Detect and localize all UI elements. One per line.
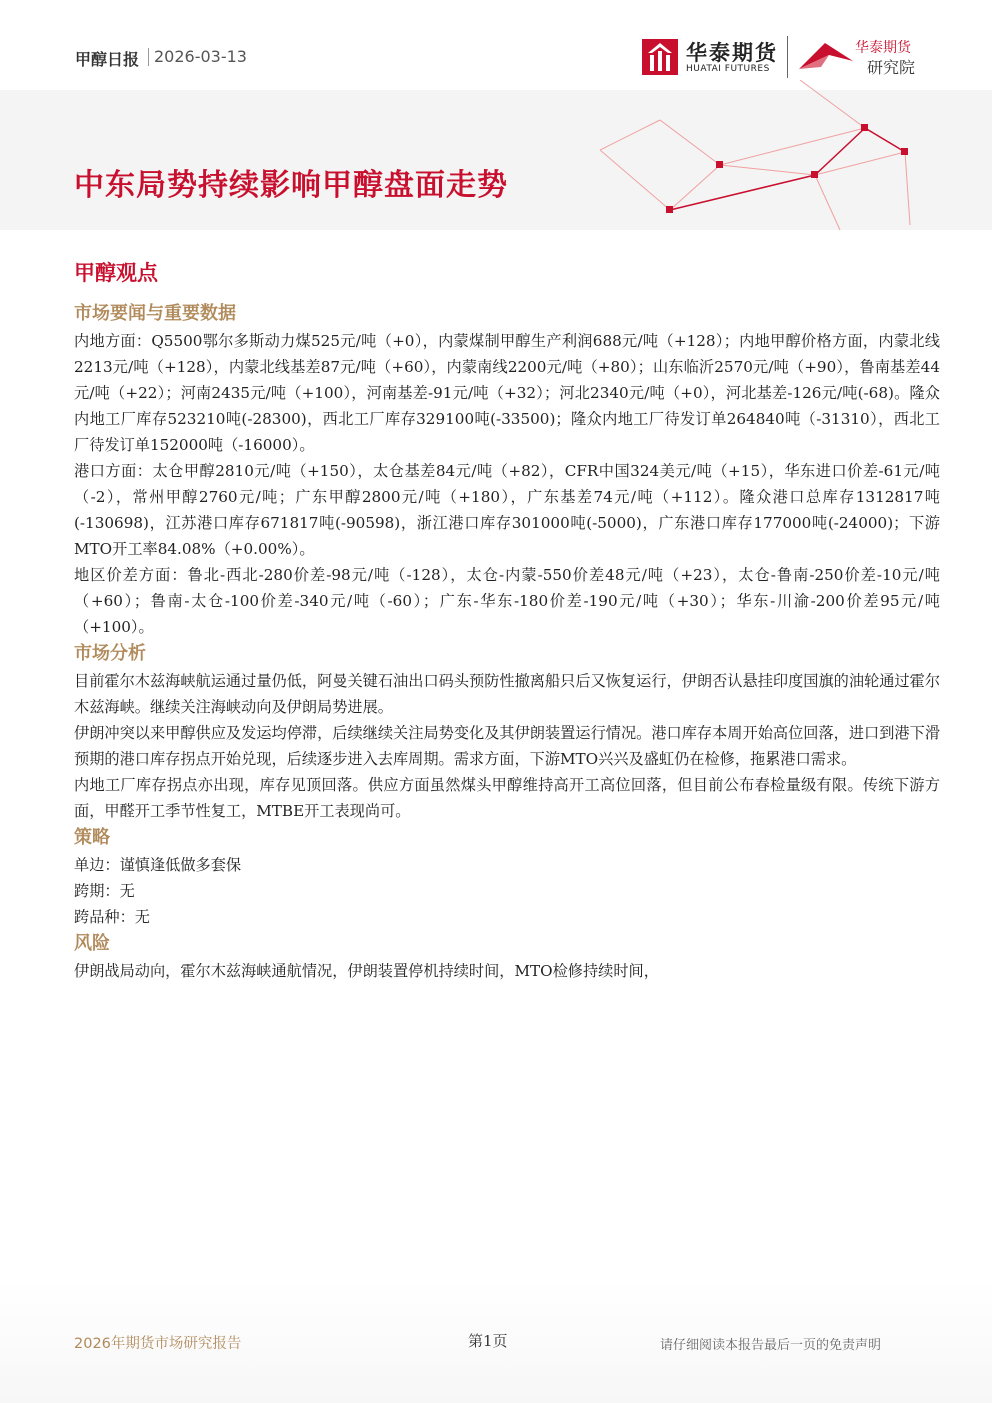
paragraph: 内地工厂库存拐点亦出现，库存见顶回落。供应方面虽然煤头甲醇维持高开工高位回落，但目前公布春检量级有限。传统下游方面，甲醛开工季节性复工，MTBE开工表现尚可。 xyxy=(74,776,940,820)
section-heading: 市场要闻与重要数据 xyxy=(74,303,236,324)
header-separator xyxy=(148,48,149,66)
section-market-analysis xyxy=(74,640,940,824)
paragraph: 伊朗冲突以来甲醇供应及发运均停滞，后续继续关注局势变化及其伊朗装置运行情况。港口库存本周开始高位回落，进口到港下滑预期的港口库存拐点开始兑现，后续逐步进入去库周期。需求方面，下游MTO兴兴及盛虹仍在检修，拖累港口需求。 xyxy=(74,724,940,768)
network-decoration xyxy=(600,80,940,230)
paragraph: 内地方面：Q5500鄂尔多斯动力煤525元/吨（+0），内蒙煤制甲醇生产利润688元/吨（+128）；内地甲醇价格方面，内蒙北线2213元/吨（+128），内蒙北线基差87元/吨（+60），内蒙南线2200元/吨（+80）；山东临沂2570元/吨（+90），鲁南基差44元/吨（+22）；河南2435元/吨（+100），河南基差-91元/吨（+32）；河北2340元/吨（+0），河北基差-126元/吨(-68)。隆众内地工厂库存523210吨(-28300)，西北工厂库存329100吨(-33500)；隆众内地工厂待发订单264840吨（-31310），西北工厂待发订单152000吨（-16000）。 xyxy=(74,332,940,454)
logo-text-en: HUATAI FUTURES xyxy=(686,64,770,74)
main-heading: 甲醇观点 xyxy=(74,261,158,285)
institute-sub: 研究院 xyxy=(867,58,916,77)
paragraph: 港口方面：太仓甲醇2810元/吨（+150），太仓基差84元/吨（+82），CFR中国324美元/吨（+15），华东进口价差-61元/吨（-2），常州甲醇2760元/吨；广东甲醇2800元/吨（+180），广东基差74元/吨（+112）。隆众港口总库存1312817吨(-130698)，江苏港口库存671817吨(-90598)，浙江港口库存301000吨(-5000)，广东港口库存177000吨(-24000)；下游MTO开工率84.08%（+0.00%）。 xyxy=(74,462,940,558)
logo-text-cn: 华泰期货 xyxy=(686,41,778,65)
institute-name: 华泰期货 xyxy=(855,40,911,56)
page-number: 第1页 xyxy=(468,1332,508,1350)
huatai-logo-icon xyxy=(642,39,678,75)
section-risk xyxy=(74,930,940,984)
section-heading: 策略 xyxy=(74,827,110,848)
paragraph: 单边：谨慎逢低做多套保 xyxy=(74,856,242,874)
paragraph: 地区价差方面：鲁北-西北-280价差-98元/吨（-128），太仓-内蒙-550价差48元/吨（+23），太仓-鲁南-250价差-10元/吨（+60）；鲁南-太仓-100价差-340元/吨（-60）；广东-华东-180价差-190元/吨（+30）；华东-川渝-200价差95元/吨（+100）。 xyxy=(74,566,940,636)
paragraph: 目前霍尔木兹海峡航运通过量仍低，阿曼关键石油出口码头预防性撤离船只后又恢复运行，伊朗否认悬挂印度国旗的油轮通过霍尔木兹海峡。继续关注海峡动向及伊朗局势进展。 xyxy=(74,672,940,716)
section-heading: 风险 xyxy=(74,933,110,954)
page-title: 中东局势持续影响甲醇盘面走势 xyxy=(74,168,508,203)
report-type: 甲醇日报 xyxy=(75,50,140,69)
research-institute-logo xyxy=(795,35,925,79)
logo-divider xyxy=(787,36,788,78)
report-body xyxy=(74,256,940,984)
disclaimer-note: 请仔细阅读本报告最后一页的免责声明 xyxy=(660,1338,882,1353)
paragraph: 跨品种：无 xyxy=(74,908,150,926)
huatai-futures-logo xyxy=(642,37,782,79)
footer-report-name: 2026年期货市场研究报告 xyxy=(74,1336,242,1352)
paragraph: 跨期：无 xyxy=(74,882,135,900)
page-header xyxy=(0,0,992,90)
section-market-data xyxy=(74,300,940,640)
institute-wing-icon xyxy=(795,39,855,73)
section-heading: 市场分析 xyxy=(74,643,146,664)
report-date: 2026-03-13 xyxy=(154,47,247,66)
section-strategy xyxy=(74,824,940,930)
paragraph: 伊朗战局动向，霍尔木兹海峡通航情况，伊朗装置停机持续时间，MTO检修持续时间， xyxy=(74,962,659,980)
